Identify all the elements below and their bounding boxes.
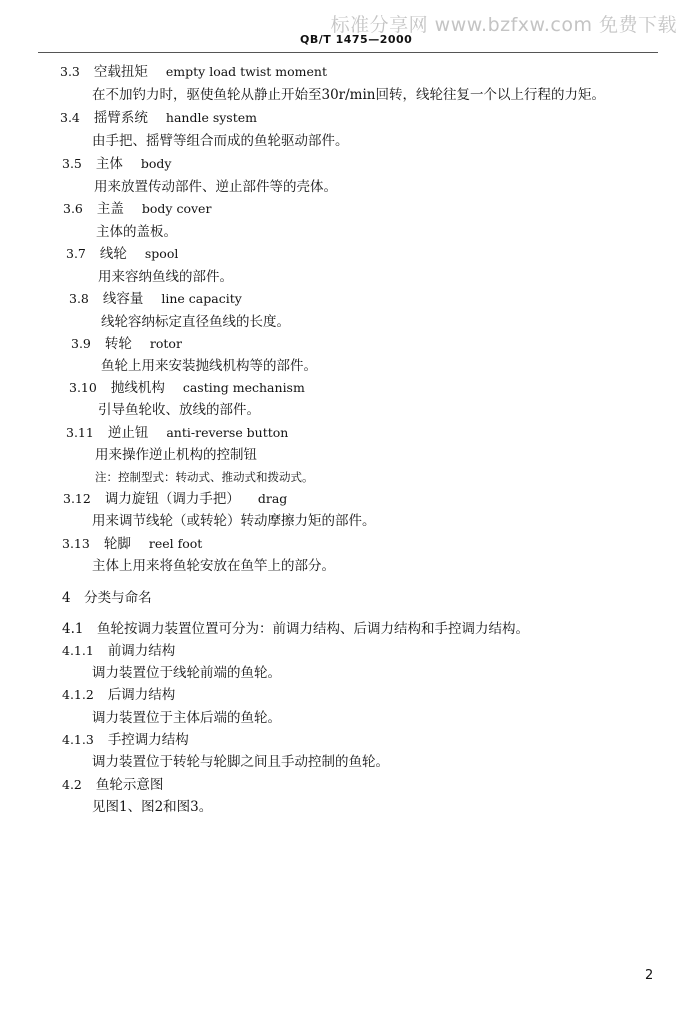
definition-heading: 3.9 转轮 rotor [71, 336, 182, 352]
subsection-heading: 4.2 鱼轮示意图 [62, 777, 164, 793]
subsection-desc: 调力装置位于转轮与轮脚之间且手动控制的鱼轮。 [92, 754, 389, 770]
subsection-desc: 调力装置位于主体后端的鱼轮。 [92, 710, 281, 726]
header-rule [38, 52, 658, 53]
definition-desc: 用来操作逆止机构的控制钮 [95, 447, 257, 463]
subsection-heading: 4.1.2 后调力结构 [62, 687, 176, 703]
definition-heading: 3.8 线容量 line capacity [69, 291, 242, 307]
site-watermark: 标准分享网 www.bzfxw.com 免费下载 [330, 14, 677, 36]
definition-heading: 3.12 调力旋钮（调力手把） drag [63, 491, 288, 507]
definition-desc: 由手把、摇臂等组合而成的鱼轮驱动部件。 [92, 133, 349, 149]
subsection-heading: 4.1.3 手控调力结构 [62, 732, 189, 748]
definition-heading: 3.4 摇臂系统 handle system [60, 110, 257, 126]
standard-code: QB/T 1475—2000 [300, 33, 413, 46]
subsection-heading: 4.1.1 前调力结构 [62, 643, 176, 659]
definition-desc: 在不加钓力时，驱使鱼轮从静止开始至30r/min回转，线轮往复一个以上行程的力矩。 [92, 87, 605, 103]
definition-desc: 主体的盖板。 [96, 224, 177, 240]
subsection-desc: 见图1、图2和图3。 [92, 799, 213, 815]
definition-heading: 3.5 主体 body [62, 156, 172, 172]
definition-heading: 3.10 抛线机构 casting mechanism [69, 380, 305, 396]
definition-heading: 3.11 逆止钮 anti-reverse button [66, 425, 289, 441]
definition-desc: 主体上用来将鱼轮安放在鱼竿上的部分。 [92, 558, 335, 574]
definition-desc: 用来放置传动部件、逆止部件等的壳体。 [94, 179, 337, 195]
definition-heading: 3.6 主盖 body cover [63, 201, 212, 217]
definition-desc: 线轮容纳标定直径鱼线的长度。 [101, 314, 290, 330]
subsection-desc: 调力装置位于线轮前端的鱼轮。 [92, 665, 281, 681]
definition-desc: 引导鱼轮收、放线的部件。 [98, 402, 260, 418]
section-heading: 4 分类与命名 [62, 590, 152, 606]
definition-heading: 3.13 轮脚 reel foot [62, 536, 203, 552]
definition-desc: 鱼轮上用来安装抛线机构等的部件。 [101, 358, 317, 374]
definition-heading: 3.3 空载扭矩 empty load twist moment [60, 64, 327, 80]
section-paragraph: 4.1 鱼轮按调力装置位置可分为：前调力结构、后调力结构和手控调力结构。 [62, 621, 529, 637]
page-number: 2 [645, 968, 654, 983]
definition-heading: 3.7 线轮 spool [66, 246, 179, 262]
definition-desc: 用来调节线轮（或转轮）转动摩擦力矩的部件。 [92, 513, 376, 529]
definition-note: 注：控制型式：转动式、推动式和拨动式。 [95, 470, 314, 484]
definition-desc: 用来容纳鱼线的部件。 [98, 269, 233, 285]
